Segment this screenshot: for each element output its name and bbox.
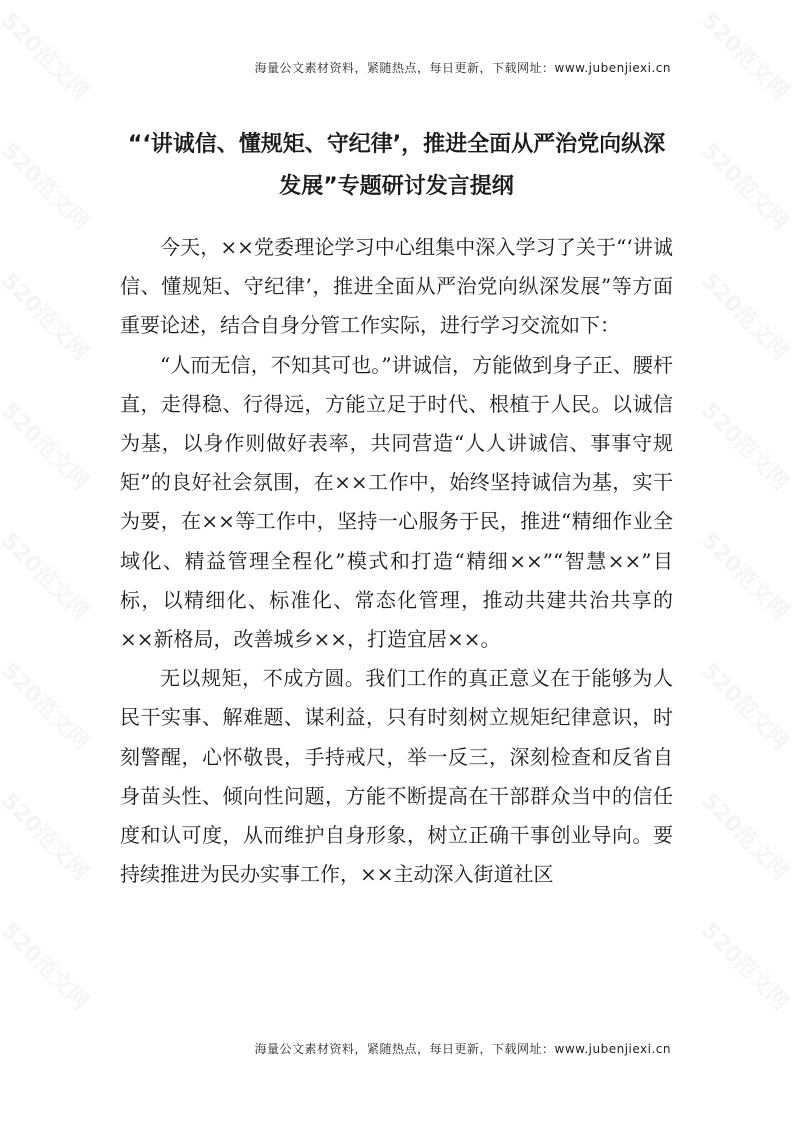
watermark-text bbox=[0, 395, 97, 496]
watermark-text bbox=[0, 135, 97, 236]
document-title: “‘讲诚信、懂规矩、守纪律’，推进全面从严治党向纵深发展”专题研讨发言提纲 bbox=[127, 132, 666, 199]
watermark-text bbox=[0, 265, 97, 366]
watermark-text bbox=[0, 525, 97, 626]
watermark-text bbox=[695, 525, 793, 626]
page-header: 海量公文素材资料，紧随热点，每日更新，下载网址：www.jubenjiexi.cn bbox=[254, 61, 671, 75]
paragraph: 今天，××党委理论学习中心组集中深入学习了关于“‘讲诚信、懂规矩、守纪律’，推进全面从严治党向纵深发展”等方面重要论述，结合自身分管工作实际，进行学习交流如下： bbox=[120, 235, 673, 338]
watermark-text bbox=[695, 655, 793, 756]
paragraph: 无以规矩，不成方圆。我们工作的真正意义在于能够为人民干实事、解难题、谋利益，只有时刻树立规矩纪律意识，时刻警醒，心怀敬畏，手持戒尺，举一反三，深刻检查和反省自身苗头性、倾向性问题，方能不断提高在干部群众当中的信任度和认可度，从而维护自身形象，树立正确干事创业导向。要持续推进为民办实事工作，××主动深入街道社区 bbox=[120, 666, 673, 887]
document-body bbox=[120, 228, 673, 894]
watermark-text bbox=[0, 785, 97, 886]
watermark-text bbox=[0, 5, 97, 106]
page-footer: 海量公文素材资料，紧随热点，每日更新，下载网址：www.jubenjiexi.cn bbox=[254, 1042, 671, 1056]
watermark-text bbox=[0, 915, 97, 1016]
watermark-text bbox=[0, 655, 97, 756]
watermark-text bbox=[695, 5, 793, 106]
watermark-text bbox=[695, 265, 793, 366]
watermark-text bbox=[695, 785, 793, 886]
watermark-text bbox=[695, 395, 793, 496]
paragraph: “人而无信，不知其可也。”讲诚信，方能做到身子正、腰杆直，走得稳、行得远，方能立足于时代、根植于人民。以诚信为基，以身作则做好表率，共同营造“人人讲诚信、事事守规矩”的良好社会氛围，在××工作中，始终坚持诚信为基，实干为要，在××等工作中，坚持一心服务于民，推进“精细作业全域化、精益管理全程化”模式和打造“精细××”“智慧××”目标，以精细化、标准化、常态化管理，推动共建共治共享的××新格局，改善城乡××，打造宜居××。 bbox=[120, 352, 673, 652]
watermark-text bbox=[695, 135, 793, 236]
watermark-text bbox=[695, 915, 793, 1016]
